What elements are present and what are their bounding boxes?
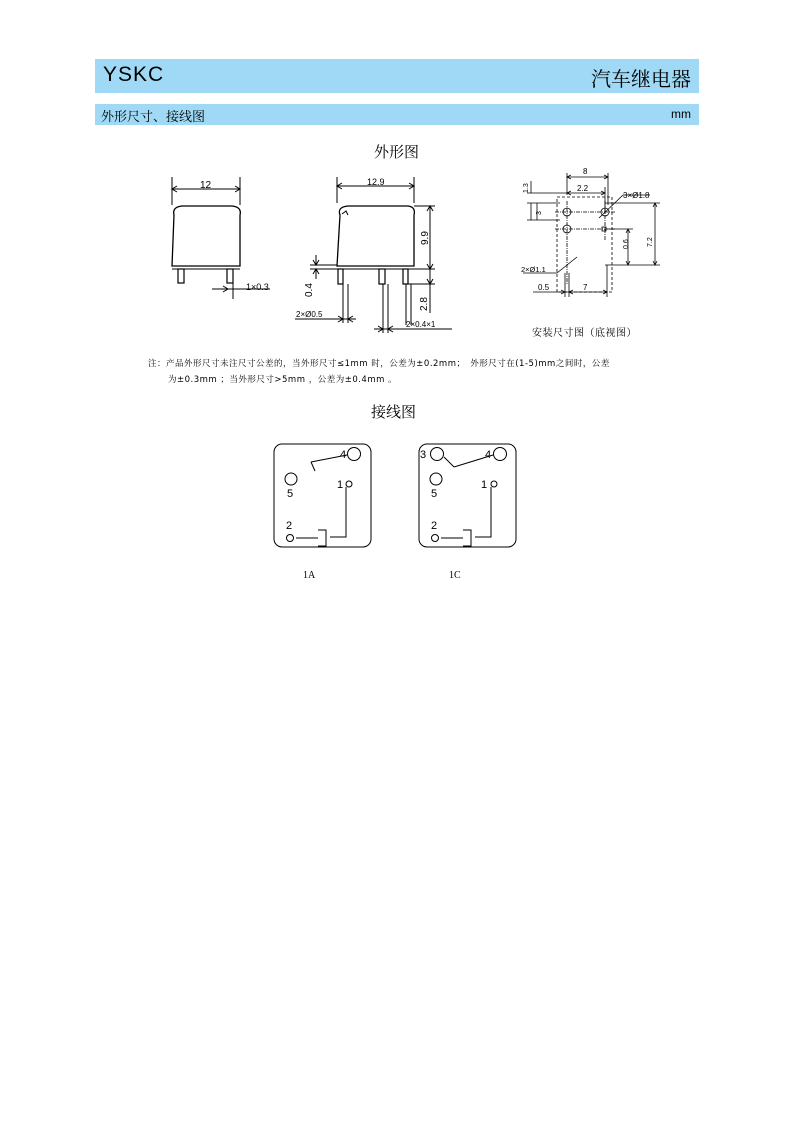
dim-bottom-4: 1.3 [523, 183, 530, 193]
dim-side-width: 12.9 [367, 177, 385, 187]
pin-label: 5 [431, 488, 438, 500]
section-bar [95, 104, 699, 125]
pin-label: 1 [481, 479, 488, 491]
outline-title: 外形图 [374, 143, 420, 161]
section-title: 外形尺寸、接线图 [101, 110, 206, 125]
wiring-title: 接线图 [371, 403, 417, 421]
dim-bottom-3: 3×Ø1.8 [623, 191, 650, 200]
pin-label: 5 [287, 488, 294, 500]
dim-bottom-6: 0.6 [623, 239, 630, 249]
dim-side-height: 9.9 [420, 231, 431, 245]
dim-bottom-5: 3 [536, 211, 543, 215]
tolerance-note [148, 356, 668, 388]
model-name: YSKC [103, 63, 165, 86]
header-bar [95, 59, 699, 93]
mounting-caption: 安装尺寸图（底视图） [532, 328, 637, 339]
section-unit: mm [671, 107, 691, 121]
dim-bottom-10: 7 [583, 283, 588, 292]
wiring-diagram-1a [273, 443, 373, 551]
pin-label: 3 [420, 449, 427, 461]
note-line-2: 为±0.3mm ；当外形尺寸>5mm ，公差为±0.4mm 。 [168, 375, 398, 385]
dim-bottom-1: 8 [583, 167, 588, 176]
pin-label: 2 [431, 520, 438, 532]
bottom-view-drawing [515, 165, 665, 300]
dim-side-pin-round: 2×Ø0.5 [296, 310, 323, 319]
dim-front-pin: 1×0.3 [246, 282, 269, 292]
wiring-caption-1c: 1C [449, 570, 461, 581]
pin-label: 4 [485, 449, 492, 461]
front-view-drawing [160, 175, 280, 305]
dim-side-pin-flat: 2×0.4×1 [406, 320, 436, 329]
pin-label: 4 [340, 449, 347, 461]
dim-front-width: 12 [200, 180, 212, 191]
dim-bottom-2: 2.2 [577, 184, 589, 193]
note-line-1: 注：产品外形尺寸未注尺寸公差的，当外形尺寸≤1mm 时，公差为±0.2mm； 外形尺寸在(1-5)mm之间时，公差 [148, 359, 610, 369]
dim-bottom-9: 0.5 [538, 283, 550, 292]
wiring-diagram-1c [418, 443, 518, 551]
dim-bottom-7: 7.2 [647, 237, 654, 247]
pin-label: 2 [286, 520, 293, 532]
side-view-drawing [290, 175, 460, 335]
product-name: 汽车继电器 [591, 67, 691, 91]
dim-side-pin-length: 2.8 [419, 297, 430, 311]
dim-bottom-8: 2×Ø1.1 [521, 265, 546, 274]
dim-side-pin-thickness: 0.4 [304, 283, 315, 297]
pin-label: 1 [337, 479, 344, 491]
wiring-caption-1a: 1A [303, 570, 316, 581]
